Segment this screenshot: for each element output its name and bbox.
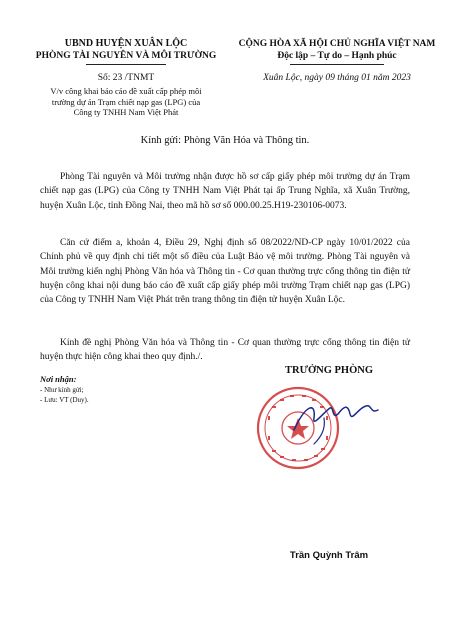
distribution-title: Nơi nhận: [40,374,77,384]
signer-name: Trần Quỳnh Trâm [289,550,369,561]
paragraph-3 [40,336,410,365]
org-parent: UBND HUYỆN XUÂN LỘC [64,38,188,49]
official-stamp-icon [254,384,404,534]
distribution-item: - Lưu: VT (Duy). [40,395,89,404]
place-date: Xuân Lộc, ngày 09 tháng 01 năm 2023 [263,73,411,83]
distribution-list [40,386,89,405]
org-name: PHÒNG TÀI NGUYÊN VÀ MÔI TRƯỜNG [35,51,217,61]
distribution-item: - Như kính gửi; [40,386,84,394]
paragraph-2-text: Căn cứ điểm a, khoản 4, Điều 29, Nghị định số 08/2022/ND-CP ngày 10/01/2022 của Chính phủ về quy định chi tiết một số điều của Luật Bảo vệ môi trường. Phòng Tài nguyên và Môi trường kiến nghị Phòng Văn hóa và Thông tin - Cơ quan thường trực cổng thông tin điện tử huyện công khai nội dung báo cáo đề xuất cấp giấy phép môi trường Trạm chiết nạp gas (LPG) của Công ty TNHH Nam Việt Phát trên trang thông tin điện tử huyện Xuân Lộc. [40,238,410,306]
paragraph-1-text: Phòng Tài nguyên và Môi trường nhận được hồ sơ cấp giấy phép môi trường dự án Trạm chiết nạp gas (LPG) của Công ty TNHH Nam Việt Phát tại ấp Trung Nghĩa, xã Xuân Trường, huyện Xuân Lộc, tỉnh Đồng Nai, theo mã hồ sơ số 000.00.25.H19-230106-0073. [40,172,410,211]
subject-line: trường dự án Trạm chiết nạp gas (LPG) của [51,96,201,107]
national-motto: Độc lập – Tự do – Hạnh phúc [277,51,397,61]
doc-number: Số: 23 /TNMT [97,73,155,83]
subject-line: V/v công khai báo cáo đề xuất cấp phép môi [50,86,202,96]
subject-line: Công ty TNHH Nam Việt Phát [73,107,179,117]
org-underline [86,64,166,65]
country-name: CỘNG HÒA XÃ HỘI CHỦ NGHĨA VIỆT NAM [238,39,436,49]
recipient: Kính gửi: Phòng Văn Hóa và Thông tin. [140,135,310,146]
paragraph-1 [40,170,410,213]
paragraph-2 [40,236,410,307]
motto-underline [290,64,384,65]
paragraph-3-text: Kính đề nghị Phòng Văn hóa và Thông tin - Cơ quan thường trực cổng thông tin điện tử huyện thực hiện công khai theo quy định./. [40,338,410,363]
signer-title: TRƯỞNG PHÒNG [285,365,373,376]
stamp-signature-area [254,384,404,534]
doc-subject [26,86,226,118]
